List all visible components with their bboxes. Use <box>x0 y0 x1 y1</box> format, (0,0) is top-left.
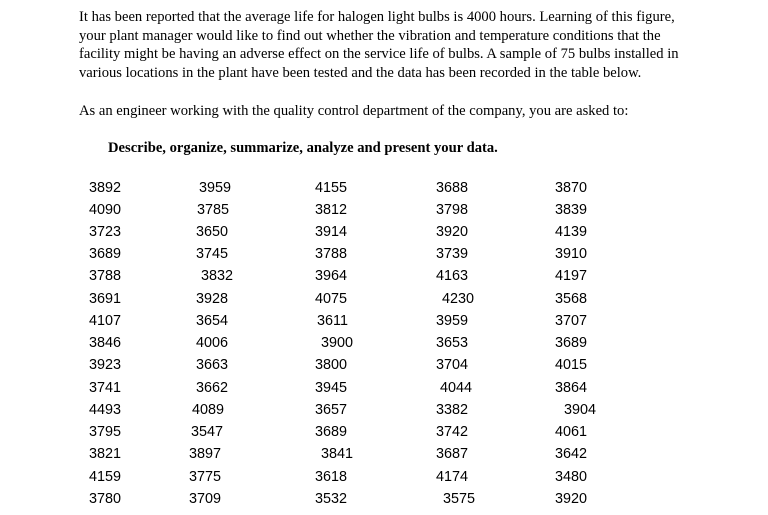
table-cell: 3691 <box>89 291 122 307</box>
table-cell: 3741 <box>89 380 122 396</box>
table-cell: 4015 <box>555 357 588 373</box>
table-cell: 3795 <box>89 424 122 440</box>
table-cell: 4493 <box>89 402 122 418</box>
table-cell: 3745 <box>196 246 229 262</box>
table-cell: 3775 <box>189 469 222 485</box>
table-cell: 3897 <box>189 446 222 462</box>
table-cell: 3689 <box>89 246 122 262</box>
table-cell: 3653 <box>436 335 469 351</box>
table-cell: 3788 <box>89 268 122 284</box>
table-cell: 4230 <box>442 291 475 307</box>
table-cell: 3846 <box>89 335 122 351</box>
table-cell: 3742 <box>436 424 469 440</box>
table-cell: 3780 <box>89 491 122 507</box>
table-cell: 4163 <box>436 268 469 284</box>
table-cell: 3788 <box>315 246 348 262</box>
table-cell: 3547 <box>191 424 224 440</box>
table-cell: 3480 <box>555 469 588 485</box>
table-cell: 4075 <box>315 291 348 307</box>
table-cell: 3945 <box>315 380 348 396</box>
table-cell: 4090 <box>89 202 122 218</box>
table-cell: 4139 <box>555 224 588 240</box>
table-cell: 3663 <box>196 357 229 373</box>
task-heading: Describe, organize, summarize, analyze and present your data. <box>108 140 498 156</box>
table-cell: 3812 <box>315 202 348 218</box>
table-cell: 4155 <box>315 180 348 196</box>
table-cell: 4159 <box>89 469 122 485</box>
table-cell: 3870 <box>555 180 588 196</box>
table-cell: 3707 <box>555 313 588 329</box>
table-cell: 3964 <box>315 268 348 284</box>
table-cell: 3841 <box>321 446 354 462</box>
table-cell: 3821 <box>89 446 122 462</box>
table-cell: 3689 <box>315 424 348 440</box>
instruction-paragraph: As an engineer working with the quality control department of the company, you are asked to: <box>79 103 629 119</box>
table-cell: 3910 <box>555 246 588 262</box>
table-cell: 3959 <box>436 313 469 329</box>
table-cell: 3689 <box>555 335 588 351</box>
table-cell: 4089 <box>192 402 225 418</box>
table-cell: 3657 <box>315 402 348 418</box>
table-cell: 3568 <box>555 291 588 307</box>
table-cell: 3920 <box>436 224 469 240</box>
table-cell: 4061 <box>555 424 588 440</box>
problem-statement-paragraph: It has been reported that the average life for halogen light bulbs is 4000 hours. Learning of this figure, your plant manager would like to find out whether the vibration and temperature conditions that the facility might be having an adverse effect on the service life of bulbs. A sample of 75 bulbs installed in various locations in the plant have been tested and the data has been recorded in the table below. <box>79 9 679 81</box>
table-cell: 3532 <box>315 491 348 507</box>
table-cell: 3920 <box>555 491 588 507</box>
table-cell: 3688 <box>436 180 469 196</box>
table-cell: 3832 <box>201 268 234 284</box>
table-cell: 3959 <box>199 180 232 196</box>
table-cell: 3892 <box>89 180 122 196</box>
table-cell: 4044 <box>440 380 473 396</box>
table-cell: 4107 <box>89 313 122 329</box>
table-cell: 3654 <box>196 313 229 329</box>
table-cell: 3723 <box>89 224 122 240</box>
table-cell: 3575 <box>443 491 476 507</box>
table-cell: 3914 <box>315 224 348 240</box>
table-cell: 3687 <box>436 446 469 462</box>
table-cell: 3739 <box>436 246 469 262</box>
table-cell: 3662 <box>196 380 229 396</box>
table-cell: 3642 <box>555 446 588 462</box>
table-cell: 3928 <box>196 291 229 307</box>
table-cell: 3900 <box>321 335 354 351</box>
table-cell: 3709 <box>189 491 222 507</box>
table-cell: 3650 <box>196 224 229 240</box>
table-cell: 3611 <box>317 313 348 329</box>
table-cell: 3785 <box>197 202 230 218</box>
table-cell: 3382 <box>436 402 469 418</box>
table-cell: 3864 <box>555 380 588 396</box>
table-cell: 3798 <box>436 202 469 218</box>
table-cell: 3904 <box>564 402 597 418</box>
table-cell: 3923 <box>89 357 122 373</box>
table-cell: 4197 <box>555 268 588 284</box>
table-cell: 4174 <box>436 469 469 485</box>
table-cell: 3839 <box>555 202 588 218</box>
table-cell: 4006 <box>196 335 229 351</box>
table-cell: 3704 <box>436 357 469 373</box>
table-cell: 3618 <box>315 469 348 485</box>
table-cell: 3800 <box>315 357 348 373</box>
